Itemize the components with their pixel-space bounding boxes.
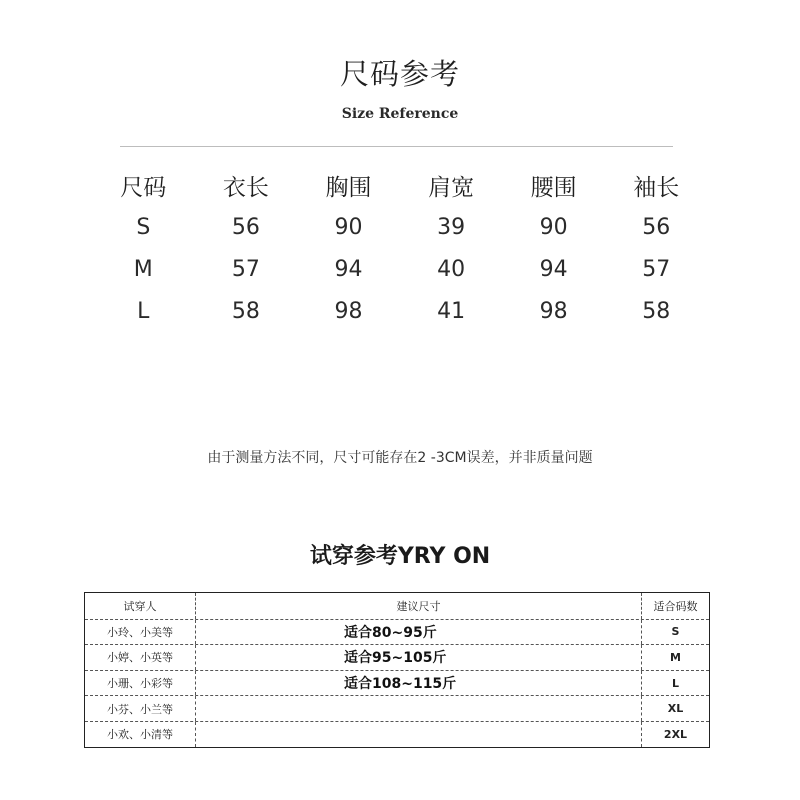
tester-cell: 小婷、小英等: [85, 645, 196, 670]
waist-cell: 94: [539, 256, 568, 282]
tester-cell: 小芬、小兰等: [85, 696, 196, 721]
suggested-size-cell: 适合95~105斤: [196, 645, 642, 670]
size-cell: L: [137, 298, 150, 324]
column-header-tester: 试穿人: [85, 593, 196, 619]
table-row: [92, 290, 708, 332]
tryon-table-header: [85, 593, 709, 619]
length-cell: 57: [231, 256, 260, 282]
fit-size-cell: S: [671, 625, 680, 639]
suggested-size-cell: [196, 696, 642, 721]
tester-cell: 小珊、小彩等: [85, 671, 196, 696]
table-row: [92, 206, 708, 248]
suggested-size-cell: [196, 722, 642, 747]
waist-cell: 90: [539, 214, 568, 240]
tryon-title: 试穿参考YRY ON: [309, 544, 491, 569]
page-title: 尺码参考: [339, 57, 460, 91]
tester-cell: 小玲、小美等: [85, 620, 196, 645]
size-cell: M: [133, 256, 153, 282]
column-header-length: 衣长: [222, 174, 269, 201]
column-header-sleeve: 袖长: [633, 174, 680, 201]
table-row: [85, 619, 709, 645]
tester-cell: 小欢、小清等: [85, 722, 196, 747]
size-table: [92, 164, 708, 332]
fit-size-cell: XL: [667, 702, 684, 716]
sleeve-cell: 56: [642, 214, 671, 240]
length-cell: 56: [231, 214, 260, 240]
chest-cell: 94: [334, 256, 363, 282]
shoulder-cell: 39: [437, 214, 466, 240]
table-row: [92, 248, 708, 290]
table-row: [85, 644, 709, 670]
table-row: [85, 670, 709, 696]
fit-size-cell: 2XL: [663, 727, 688, 741]
table-row: [85, 695, 709, 721]
sleeve-cell: 58: [642, 298, 671, 324]
table-row: [85, 721, 709, 747]
suggested-size-cell: 适合108~115斤: [196, 671, 642, 696]
chest-cell: 98: [334, 298, 363, 324]
waist-cell: 98: [539, 298, 568, 324]
fit-size-cell: M: [670, 650, 681, 664]
sleeve-cell: 57: [642, 256, 671, 282]
column-header-waist: 腰围: [530, 174, 577, 201]
tryon-table: [84, 592, 710, 748]
page-subtitle: Size Reference: [341, 106, 459, 122]
column-header-chest: 胸围: [325, 174, 372, 201]
shoulder-cell: 41: [437, 298, 466, 324]
column-header-shoulder: 肩宽: [428, 174, 475, 201]
size-table-header: [92, 164, 708, 206]
column-header-suggested-size: 建议尺寸: [196, 593, 642, 619]
length-cell: 58: [231, 298, 260, 324]
title-divider: [120, 146, 673, 147]
shoulder-cell: 40: [437, 256, 466, 282]
measurement-note: 由于测量方法不同，尺寸可能存在2 -3CM误差，并非质量问题: [207, 450, 593, 466]
column-header-fit-size: 适合码数: [653, 599, 698, 613]
fit-size-cell: L: [671, 676, 679, 690]
chest-cell: 90: [334, 214, 363, 240]
suggested-size-cell: 适合80~95斤: [196, 620, 642, 645]
size-cell: S: [136, 214, 151, 240]
column-header-size: 尺码: [120, 174, 167, 201]
